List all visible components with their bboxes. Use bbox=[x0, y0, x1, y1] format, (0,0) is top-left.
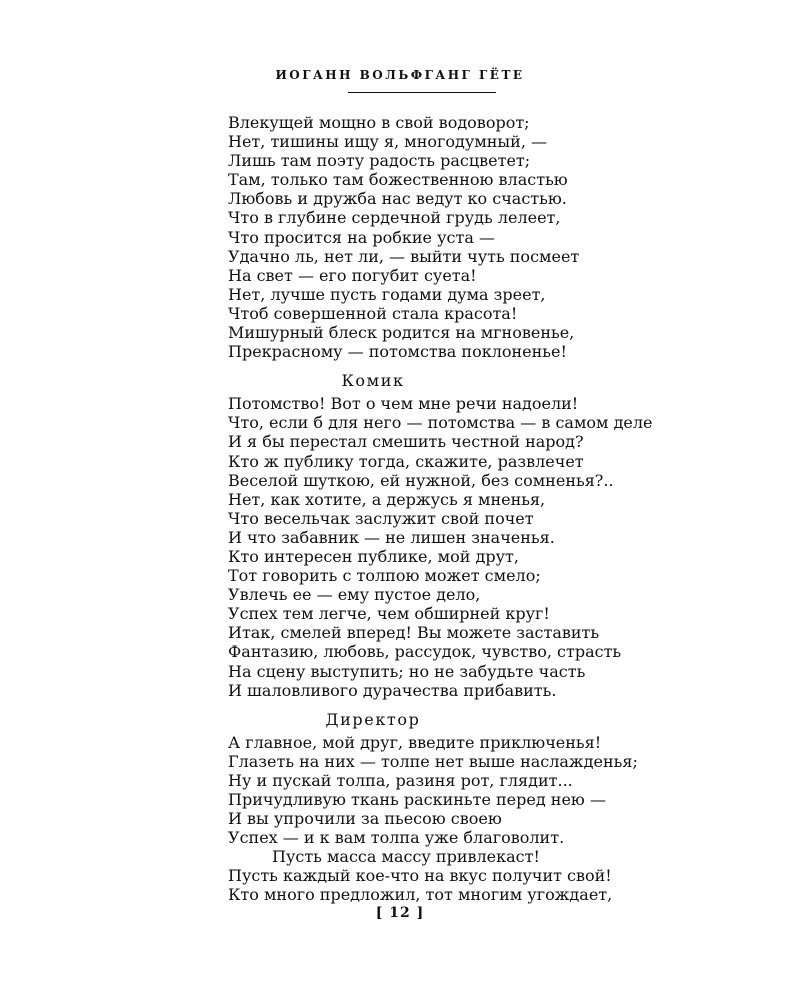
verse-line: Кто интересен публике, мой друт, bbox=[228, 546, 519, 566]
speaker-name: Комик bbox=[341, 371, 405, 391]
verse-line: Мишурный блеск родится на мгновенье, bbox=[228, 323, 575, 343]
verse-line: Влекущей мощно в свой водоворот; bbox=[228, 113, 530, 132]
verse-line: И вы упрочили за пьесою своею bbox=[228, 809, 502, 829]
verse-line: Что, если б для него — потомства — в самом деле bbox=[228, 413, 653, 433]
verse-line: Кто ж публику тогда, скажите, развлечет bbox=[228, 451, 584, 471]
verse-line: Увлечь ее — ему пустое дело, bbox=[228, 585, 481, 605]
verse-line: И что забавник — не лишен значенья. bbox=[228, 527, 555, 547]
verse-line: Нет, лучше пусть годами дума зреет, bbox=[228, 284, 546, 304]
verse-line: Что в глубине сердечной грудь лелеет, bbox=[228, 208, 561, 228]
verse-line: Тот говорить с толпою может смело; bbox=[228, 566, 541, 586]
verse-line: И я бы перестал смешить честной народ? bbox=[228, 432, 584, 452]
verse-line: Пусть каждый кое-что на вкус получит свой! bbox=[228, 866, 612, 886]
header-rule bbox=[348, 92, 496, 93]
verse-block bbox=[228, 113, 668, 905]
verse-line: Лишь там поэту радость расцветет; bbox=[228, 151, 531, 171]
verse-line: Пусть масса массу привлекаст! bbox=[272, 847, 540, 867]
verse-line: На сцену выступить; но не забудьте часть bbox=[228, 661, 586, 681]
verse-line: Фантазию, любовь, рассудок, чувство, страсть bbox=[228, 642, 622, 662]
verse-line: Итак, смелей вперед! Вы можете заставить bbox=[228, 623, 600, 643]
verse-line: И шаловливого дурачества прибавить. bbox=[228, 680, 557, 700]
verse-line: Глазеть на них — толпе нет выше наслажденья; bbox=[228, 751, 638, 771]
speaker-name: Директор bbox=[325, 709, 421, 729]
running-title: ИОГАНН ВОЛЬФГАНГ ГЁТЕ bbox=[275, 68, 525, 82]
verse-line: Любовь и дружба нас ведут ко счастью. bbox=[228, 189, 567, 209]
verse-line: А главное, мой друг, введите приключенья! bbox=[228, 732, 602, 752]
verse-line: На свет — его погубит суета! bbox=[228, 265, 477, 285]
verse-line: Нет, как хотите, а держусь я мненья, bbox=[228, 489, 546, 509]
verse-line: Удачно ль, нет ли, — выйти чуть посмеет bbox=[228, 246, 580, 266]
verse-line: Веселой шуткою, ей нужной, без сомненья?.. bbox=[228, 470, 614, 490]
verse-line: Успех — и к вам толпа уже благоволит. bbox=[228, 828, 565, 848]
verse-line: Прекрасному — потомства поклоненье! bbox=[228, 342, 567, 362]
verse-line: Там, только там божественною властью bbox=[228, 170, 568, 190]
verse-line: Успех тем легче, чем обширней круг! bbox=[228, 604, 550, 624]
verse-line: Что просится на робкие уста — bbox=[228, 227, 495, 247]
verse-line: Кто много предложил, тот многим угождает, bbox=[228, 885, 613, 905]
verse-line: Нет, тишины ищу я, многодумный, — bbox=[228, 132, 547, 152]
verse-line: Причудливую ткань раскиньте перед нею — bbox=[228, 790, 606, 809]
verse-line: Ну и пускай толпа, разиня рот, глядит... bbox=[228, 770, 573, 790]
verse-line: Потомство! Вот о чем мне речи надоели! bbox=[228, 394, 579, 414]
page-number: [ 12 ] bbox=[375, 905, 425, 921]
verse-line: Что весельчак заслужит свой почет bbox=[228, 508, 534, 528]
verse-line: Чтоб совершенной стала красота! bbox=[228, 303, 518, 323]
verse-section bbox=[228, 113, 668, 361]
verse-section bbox=[228, 371, 668, 700]
verse-section bbox=[228, 710, 668, 905]
